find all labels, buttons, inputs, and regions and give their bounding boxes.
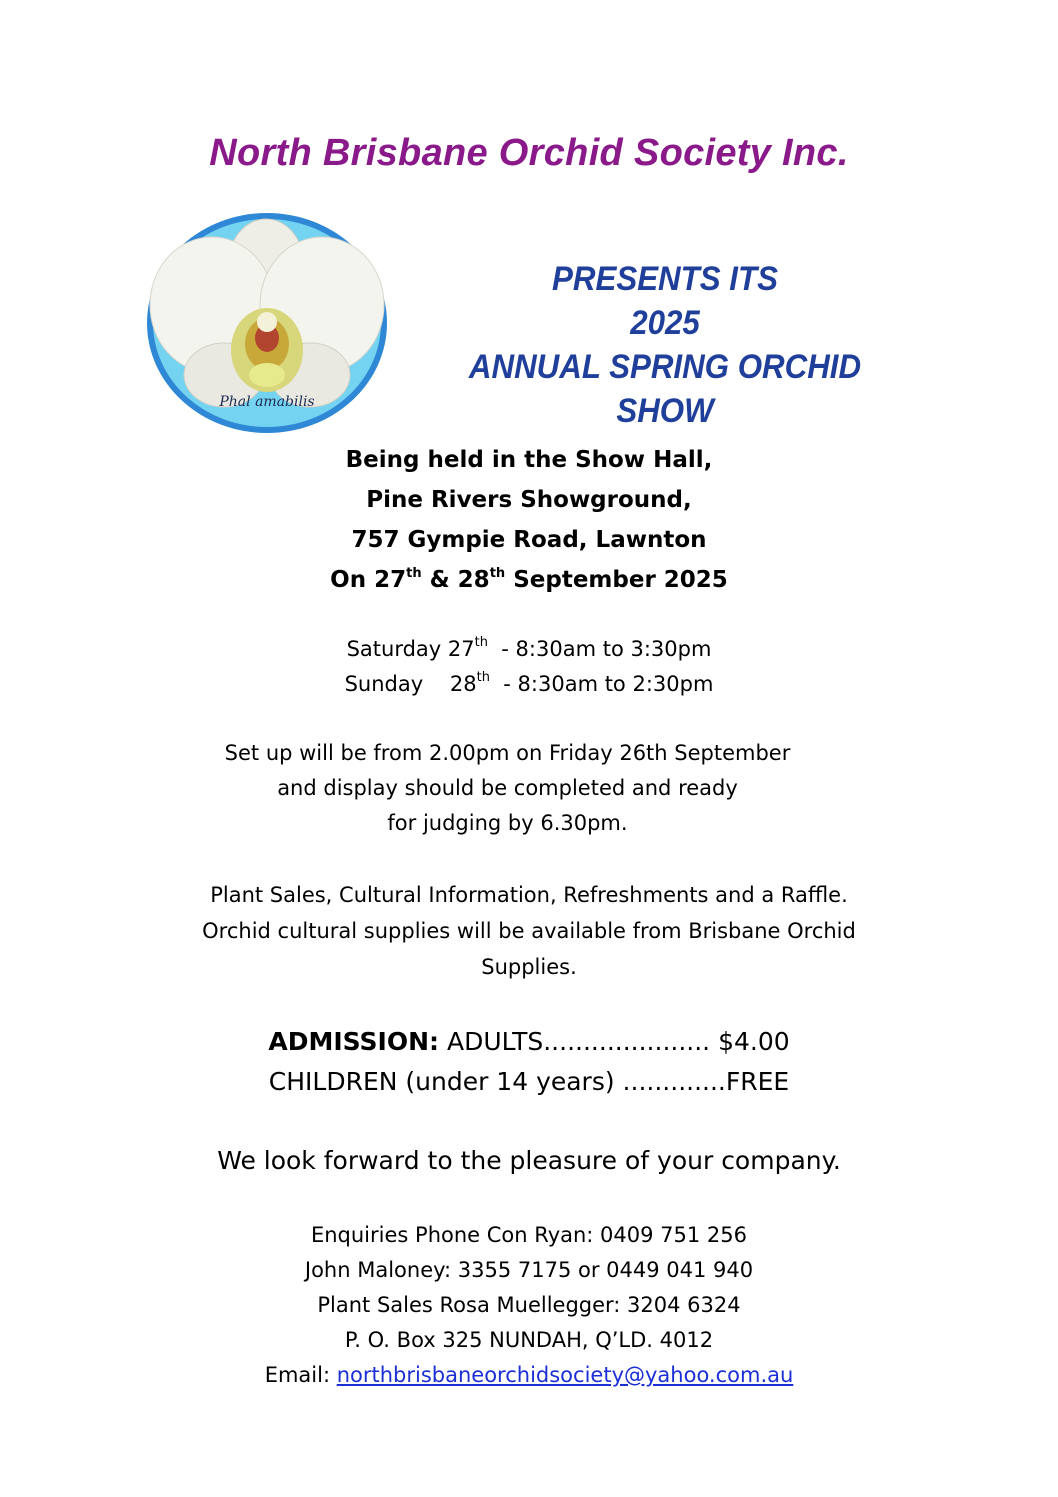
date-part: On 27 — [330, 567, 407, 593]
email-label: Email: — [264, 1363, 337, 1387]
venue-line2: Pine Rivers Showground, — [366, 487, 692, 513]
contact-line3: Plant Sales Rosa Muellegger: 3204 6324 — [317, 1293, 741, 1317]
time-sup: th — [476, 670, 490, 685]
contact-email-row — [0, 1358, 1058, 1393]
headline-year: 2025 — [630, 304, 700, 342]
logo-caption: Phal amabilis — [219, 394, 315, 410]
closing-line: We look forward to the pleasure of your company. — [217, 1146, 841, 1175]
setup-line2: and display should be completed and ready — [277, 776, 738, 800]
contact-line1: Enquiries Phone Con Ryan: 0409 751 256 — [310, 1223, 748, 1247]
time-hours: - 8:30am to 2:30pm — [489, 672, 714, 696]
time-row-sunday — [0, 667, 1058, 702]
show-headline — [421, 257, 909, 433]
time-day: Saturday 27 — [346, 637, 475, 661]
headline-line3: ANNUAL SPRING ORCHID SHOW — [468, 348, 862, 430]
date-sup: th — [406, 566, 422, 581]
opening-times — [0, 632, 1058, 702]
sales-info — [0, 877, 1058, 985]
sales-line2: Orchid cultural supplies will be available from Brisbane Orchid — [202, 919, 856, 943]
admission-adults — [0, 1022, 1058, 1062]
venue-block — [0, 440, 1058, 600]
orchid-flower-icon — [150, 219, 384, 407]
admission-children: CHILDREN (under 14 years) .............FREE — [268, 1067, 790, 1096]
time-day: Sunday 28 — [344, 672, 477, 696]
admission-label: ADMISSION: — [268, 1027, 440, 1056]
date-part: September 2025 — [505, 567, 728, 593]
time-sup: th — [474, 635, 488, 650]
date-part: & 28 — [421, 567, 490, 593]
sales-line1: Plant Sales, Cultural Information, Refreshments and a Raffle. — [210, 883, 848, 907]
admission-block — [0, 1022, 1058, 1102]
time-hours: - 8:30am to 3:30pm — [487, 637, 712, 661]
setup-line1: Set up will be from 2.00pm on Friday 26th September — [224, 741, 791, 765]
setup-line3: for judging by 6.30pm. — [387, 811, 628, 835]
orchid-logo — [144, 210, 390, 436]
contact-block — [0, 1218, 1058, 1393]
venue-line1: Being held in the Show Hall, — [345, 447, 713, 473]
email-link[interactable]: northbrisbaneorchidsociety@yahoo.com.au — [336, 1363, 794, 1387]
venue-dates — [0, 560, 1058, 600]
admission-adults-price: ADULTS..................... $4.00 — [439, 1027, 790, 1056]
society-title: North Brisbane Orchid Society Inc. — [209, 132, 849, 174]
time-row-saturday — [0, 632, 1058, 667]
sales-line3: Supplies. — [481, 955, 577, 979]
date-sup: th — [489, 566, 506, 581]
headline-line1: PRESENTS ITS — [552, 260, 778, 298]
setup-info — [0, 736, 1015, 841]
contact-line2: John Maloney: 3355 7175 or 0449 041 940 — [304, 1258, 754, 1282]
venue-line3: 757 Gympie Road, Lawnton — [351, 527, 707, 553]
contact-line4: P. O. Box 325 NUNDAH, Q’LD. 4012 — [344, 1328, 714, 1352]
